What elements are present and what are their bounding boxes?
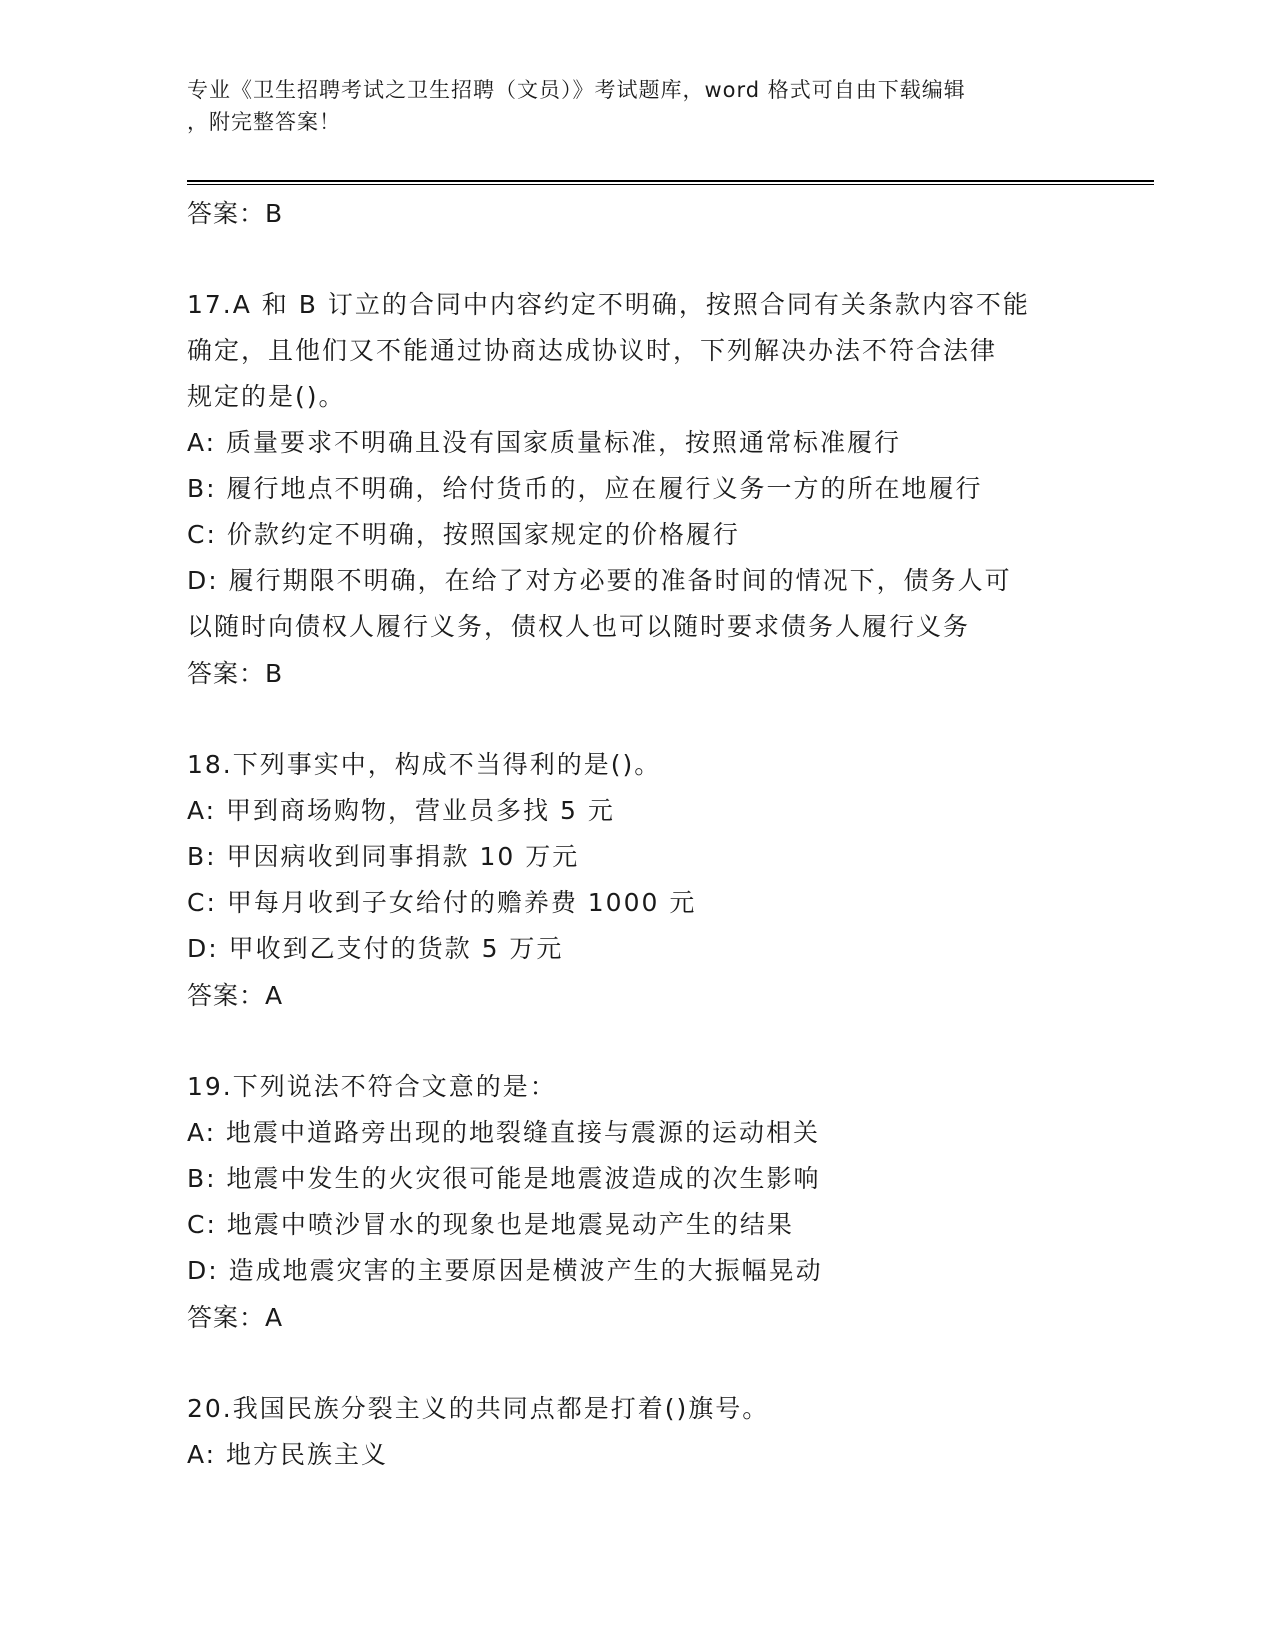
option-d: D: 履行期限不明确，在给了对方必要的准备时间的情况下，债务人可 [187,566,1012,595]
option-b: B: 履行地点不明确，给付货币的，应在履行义务一方的所在地履行 [187,474,983,503]
question-content [187,190,1087,1478]
question-stem-line: 确定，且他们又不能通过协商达成协议时，下列解决办法不符合法律 [187,336,998,365]
header-rule-thick [187,180,1154,182]
option-c: C: 地震中喷沙冒水的现象也是地震晃动产生的结果 [187,1210,794,1239]
question-stem-line: 18.下列事实中，构成不当得利的是()。 [187,750,662,779]
question-20 [187,1386,1087,1478]
option-a: A: 质量要求不明确且没有国家质量标准，按照通常标准履行 [187,428,902,457]
question-19 [187,1064,1087,1342]
spacer [187,1020,1087,1064]
header-line-2: ，附完整答案！ [187,110,341,134]
question-stem-line: 20.我国民族分裂主义的共同点都是打着()旗号。 [187,1394,770,1423]
question-stem-line: 17.A 和 B 订立的合同中内容约定不明确，按照合同有关条款内容不能 [187,290,1030,319]
spacer [187,238,1087,282]
option-d-continued: 以随时向债权人履行义务，债权人也可以随时要求债务人履行义务 [187,612,971,641]
option-b: B: 甲因病收到同事捐款 10 万元 [187,842,580,871]
answer: 答案：A [187,1303,284,1332]
answer: 答案：B [187,659,284,688]
option-c: C: 甲每月收到子女给付的赡养费 1000 元 [187,888,697,917]
option-a: A: 甲到商场购物，营业员多找 5 元 [187,796,615,825]
question-stem-line: 19.下列说法不符合文意的是： [187,1072,557,1101]
document-header [187,74,1067,138]
header-rule-thin [187,184,1154,185]
question-17 [187,282,1087,698]
spacer [187,698,1087,742]
option-a: A: 地方民族主义 [187,1440,389,1469]
question-18 [187,742,1087,1020]
option-d: D: 甲收到乙支付的货款 5 万元 [187,934,564,963]
question-stem-line: 规定的是()。 [187,382,346,411]
answer: 答案：A [187,981,284,1010]
option-b: B: 地震中发生的火灾很可能是地震波造成的次生影响 [187,1164,821,1193]
option-c: C: 价款约定不明确，按照国家规定的价格履行 [187,520,740,549]
header-line-1: 专业《卫生招聘考试之卫生招聘（文员）》考试题库，word 格式可自由下载编辑 [187,78,966,102]
previous-answer: 答案：B [187,199,284,228]
option-d: D: 造成地震灾害的主要原因是横波产生的大振幅晃动 [187,1256,823,1285]
spacer [187,1342,1087,1386]
option-a: A: 地震中道路旁出现的地裂缝直接与震源的运动相关 [187,1118,821,1147]
